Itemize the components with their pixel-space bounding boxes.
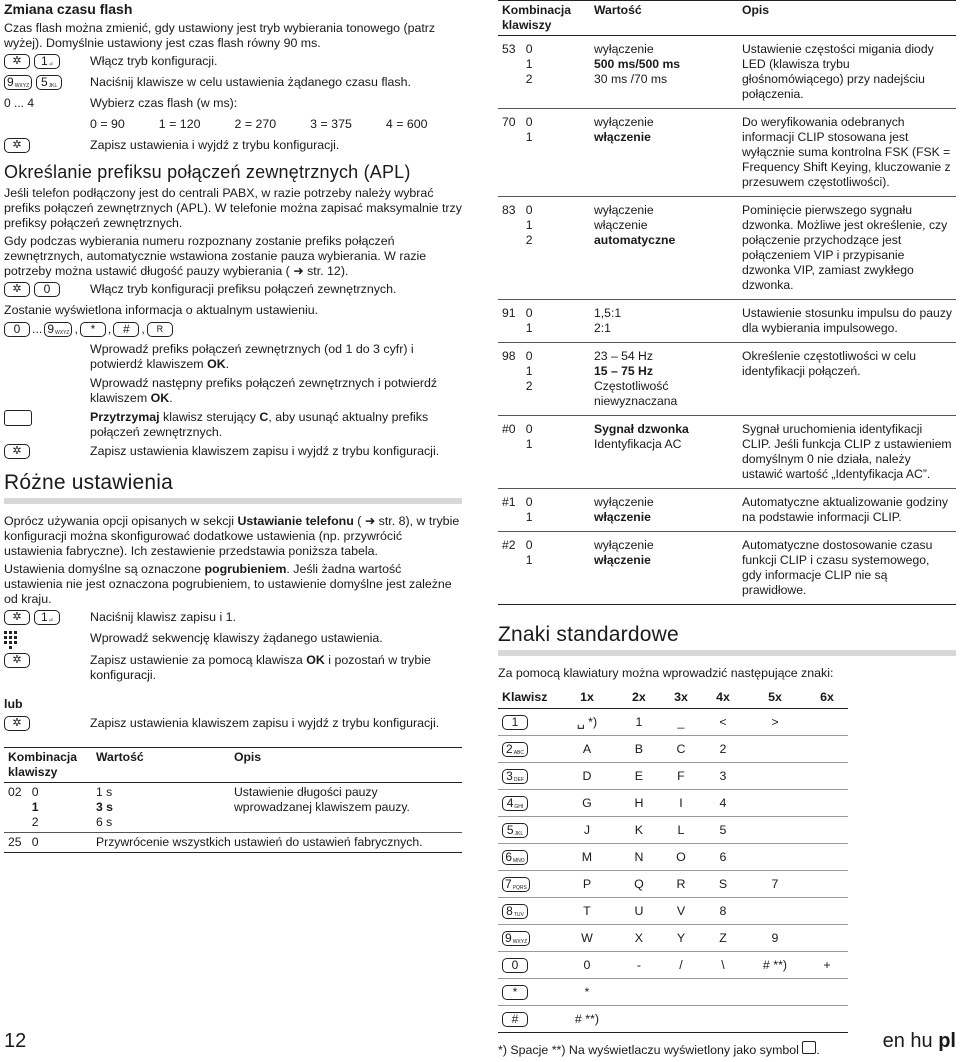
keypad-key: 1 — [502, 715, 528, 730]
chars-row — [498, 844, 848, 871]
display-symbol-icon — [802, 1041, 816, 1054]
col-header: 3x — [660, 687, 702, 709]
apl-step-2b-text: Wprowadź następny prefiks połączeń zewnętrznych i potwierdź klawiszem — [90, 376, 438, 405]
chars-row — [498, 763, 848, 790]
char-cell: E — [618, 763, 660, 790]
divider — [4, 498, 462, 504]
char-cell: 2 — [702, 736, 744, 763]
flash-value: 2 = 270 — [234, 117, 277, 131]
char-cell — [618, 1006, 660, 1033]
col-header: 2x — [618, 687, 660, 709]
keypad-key: 8 TUV — [502, 904, 528, 919]
misc-step-2 — [4, 631, 462, 649]
flash-heading: Zmiana czasu flash — [4, 1, 133, 17]
char-cell: J — [556, 817, 618, 844]
char-cell — [702, 979, 744, 1006]
char-cell: < — [702, 709, 744, 736]
misc-paragraph-2: Ustawienia domyślne są oznaczone pogrubieniem. Jeśli żadna wartość ustawienia nie jest oznaczona pogrubieniem, to ustawienie domyślne jest zależne od kraju. — [4, 562, 452, 606]
chars-row — [498, 925, 848, 952]
flash-value: 1 = 120 — [158, 117, 201, 131]
misc-step-3-end: i pozostań w trybie konfiguracji. — [90, 653, 431, 682]
col-header: 1x — [556, 687, 618, 709]
flash-value: 0 = 90 — [90, 117, 125, 131]
char-cell: P — [556, 871, 618, 898]
key-9: 9 WXYZ — [44, 322, 72, 337]
key-r: R — [147, 322, 173, 337]
char-cell — [806, 925, 848, 952]
char-cell — [618, 979, 660, 1006]
save-key-icon: ✲ — [4, 653, 30, 668]
keypad-key: * — [502, 985, 528, 1000]
char-cell: 4 — [702, 790, 744, 817]
char-cell: # **) — [556, 1006, 618, 1033]
col-header: Opis — [738, 1, 956, 36]
char-cell: + — [806, 952, 848, 979]
char-cell: * — [556, 979, 618, 1006]
save-key-icon: ✲ — [4, 610, 30, 625]
char-cell: / — [660, 952, 702, 979]
range-dots: ... — [32, 322, 43, 336]
char-cell — [744, 898, 806, 925]
flash-value: 4 = 600 — [385, 117, 428, 131]
char-cell: U — [618, 898, 660, 925]
col-header: Wartość — [92, 748, 230, 783]
flash-value: 3 = 375 — [310, 117, 352, 131]
keypad-key: 6 MNO — [502, 850, 528, 865]
chars-row — [498, 979, 848, 1006]
table-row: 98 0 1 2 23 – 54 Hz 15 – 75 Hz Częstotliwość niewyznaczana Określenie częstotliwości w celu identyfikacji połączeń. — [498, 343, 956, 416]
save-key-icon: ✲ — [4, 444, 30, 459]
save-key-icon: ✲ — [4, 138, 30, 153]
char-cell: V — [660, 898, 702, 925]
table-row: 02 0 1 2 1 s 3 s 6 s Ustawienie długości pauzy wprowadzanej klawiszem pauzy. — [8, 785, 410, 829]
chars-row — [498, 709, 848, 736]
table-row: 70 0 1 wyłączenie włączenie Do weryfikowania odebranych informacji CLIP stosowana jest wyłącznie suma kontrolna FSK (FSK = Frequency Shift Keying, kluczowanie z przesuwem częstotliwości). — [498, 109, 956, 197]
keypad-key: 2 ABC — [502, 742, 528, 757]
separator: , — [74, 322, 78, 336]
char-cell: G — [556, 790, 618, 817]
settings-table — [498, 0, 956, 605]
char-cell: S — [702, 871, 744, 898]
table-row: 25 0 Przywrócenie wszystkich ustawień do ustawień fabrycznych. — [4, 833, 462, 853]
misc-paragraph-1: Oprócz używania opcji opisanych w sekcji Ustawianie telefonu ( ➜ str. 8), w trybie konfiguracji można skonfigurować dodatkowe ustawienia (np. przywrócić ustawienia fabryczne). Ich zestawienie przedstawia poniższa tabela. — [4, 514, 460, 558]
char-cell: 9 — [744, 925, 806, 952]
char-cell — [744, 817, 806, 844]
table-row: #2 0 1 wyłączenie włączenie Automatyczne dostosowanie czasu funkcji CLIP i czasu systemowego, gdy informacje CLIP nie są prawidłowe. — [498, 532, 956, 605]
char-cell — [744, 979, 806, 1006]
char-cell — [806, 790, 848, 817]
key-9: 9 WXYZ — [4, 75, 32, 90]
char-cell: B — [618, 736, 660, 763]
apl-info: Zostanie wyświetlona informacja o aktualnym ustawieniu. — [4, 303, 319, 317]
char-cell: R — [660, 871, 702, 898]
table-row: #1 0 1 wyłączenie włączenie Automatyczne aktualizowanie godziny na podstawie informacji CLIP. — [498, 489, 956, 532]
char-cell: W — [556, 925, 618, 952]
chars-row — [498, 871, 848, 898]
flash-step-3-keys: 0 ... 4 — [4, 96, 35, 110]
key-1: 1 ⏎ — [34, 610, 60, 625]
char-cell — [744, 736, 806, 763]
char-cell: K — [618, 817, 660, 844]
col-header: 4x — [702, 687, 744, 709]
chars-row — [498, 817, 848, 844]
language-list: en hu — [882, 1030, 933, 1052]
misc-step-1 — [4, 610, 462, 627]
apl-keys-line — [4, 321, 462, 338]
misc-heading: Różne ustawienia — [4, 471, 173, 494]
flash-step-1-text: Włącz tryb konfiguracji. — [90, 54, 218, 68]
table-row: 53 0 1 2 wyłączenie 500 ms/500 ms 30 ms /70 ms Ustawienie częstości migania diody LED (klawisza trybu głośnomówiącego) przy nadejściu połączenia. — [502, 42, 934, 101]
chars-row — [498, 898, 848, 925]
flash-values — [4, 117, 462, 132]
chars-row — [498, 736, 848, 763]
save-key-icon: ✲ — [4, 716, 30, 731]
char-cell: H — [618, 790, 660, 817]
char-cell — [806, 871, 848, 898]
apl-step-3-text: klawisz sterujący — [159, 410, 260, 424]
char-cell — [744, 1006, 806, 1033]
apl-step-4-text: Zapisz ustawienia klawiszem zapisu i wyjdź z trybu konfiguracji. — [90, 444, 440, 458]
separator: , — [141, 322, 145, 336]
char-cell: 3 — [702, 763, 744, 790]
footnote: *) Spacje **) Na wyświetlaczu wyświetlony jako symbol . — [498, 1043, 820, 1057]
chars-intro: Za pomocą klawiatury można wprowadzić następujące znaki: — [498, 666, 834, 680]
table-row: #0 0 1 Sygnał dzwonka Identyfikacja AC Sygnał uruchomienia identyfikacji CLIP. Jeśli funkcja CLIP z ustawieniem domyślnym 0 nie działa, należy ustawić wartość „Identyfikacja AC”. — [498, 416, 956, 489]
char-cell — [806, 763, 848, 790]
chars-heading: Znaki standardowe — [498, 623, 679, 646]
col-header: Wartość — [590, 1, 738, 36]
lub-row — [4, 687, 462, 712]
apl-paragraph-2: Gdy podczas wybierania numeru rozpoznany zostanie prefiks połączeń zewnętrznych, automatycznie wstawiona zostanie pauza wybierania. W razie potrzeby można ustawić długość pauzy wybierania ( ➜ str. 12). — [4, 234, 427, 278]
char-cell — [660, 979, 702, 1006]
language-tabs — [882, 1030, 956, 1052]
col-header: Kombinacja klawiszy — [498, 1, 590, 36]
char-cell — [744, 790, 806, 817]
misc-table — [4, 747, 462, 853]
table-row: 83 0 1 2 wyłączenie włączenie automatyczne Pominięcie pierwszego sygnału dzwonka. Możliwe jest określenie, czy połączenie przychodzące jest połączeniem VIP i przypisanie dzwonka VIP, zamiast zwykłego dzwonka. — [498, 197, 956, 300]
char-cell: D — [556, 763, 618, 790]
col-header: Klawisz — [498, 687, 556, 709]
apl-step-3 — [4, 410, 462, 440]
save-key-icon: ✲ — [4, 54, 30, 69]
keypad-key: 3 DEF — [502, 769, 528, 784]
char-cell — [806, 979, 848, 1006]
key-0: 0 — [4, 322, 30, 337]
apl-step-3-end: , aby usunąć aktualny prefiks połączeń zewnętrznych. — [90, 410, 429, 439]
char-cell — [806, 817, 848, 844]
col-header: Kombinacja klawiszy — [4, 748, 92, 783]
col-header: 6x — [806, 687, 848, 709]
chars-row — [498, 790, 848, 817]
key-1: 1 ⏎ — [34, 54, 60, 69]
lub-label: lub — [4, 697, 23, 711]
char-cell: - — [618, 952, 660, 979]
char-cell: Y — [660, 925, 702, 952]
char-cell — [806, 1006, 848, 1033]
char-cell: L — [660, 817, 702, 844]
active-language: pl — [938, 1030, 956, 1052]
misc-step-3 — [4, 653, 462, 683]
flash-step-3 — [4, 96, 462, 113]
misc-step-3-text: Zapisz ustawienie za pomocą klawisza — [90, 653, 307, 667]
flash-step-4-text: Zapisz ustawienia i wyjdź z trybu konfiguracji. — [90, 138, 340, 152]
key-hash: # — [113, 322, 139, 337]
char-cell: F — [660, 763, 702, 790]
char-cell: T — [556, 898, 618, 925]
left-column — [4, 0, 462, 853]
apl-heading: Określanie prefiksu połączeń zewnętrznych (APL) — [4, 162, 411, 182]
keypad-key: 4 GHI — [502, 796, 528, 811]
key-0: 0 — [34, 282, 60, 297]
char-cell — [660, 1006, 702, 1033]
apl-step-2a: Wprowadź prefiks połączeń zewnętrznych (od 1 do 3 cyfr) i potwierdź klawiszem OK. — [90, 342, 414, 371]
char-cell — [806, 844, 848, 871]
misc-step-1-text: Naciśnij klawisz zapisu i 1. — [90, 610, 236, 624]
c-key-label: C — [259, 410, 269, 424]
keypad-key: # — [502, 1012, 528, 1027]
char-cell — [702, 1006, 744, 1033]
char-cell: _ — [660, 709, 702, 736]
char-cell: C — [660, 736, 702, 763]
char-cell: X — [618, 925, 660, 952]
save-key-icon: ✲ — [4, 282, 30, 297]
char-cell: Q — [618, 871, 660, 898]
flash-step-3-text: Wybierz czas flash (w ms): — [90, 96, 238, 110]
col-header: Opis — [230, 748, 462, 783]
apl-step-1-text: Włącz tryb konfiguracji prefiksu połączeń zewnętrznych. — [90, 282, 397, 296]
char-cell: I — [660, 790, 702, 817]
apl-step-2a-text: Wprowadź prefiks połączeń zewnętrznych (od 1 do 3 cyfr) i potwierdź klawiszem — [90, 342, 414, 371]
char-cell: \ — [702, 952, 744, 979]
char-cell: 7 — [744, 871, 806, 898]
char-cell: 6 — [702, 844, 744, 871]
char-cell — [806, 709, 848, 736]
char-cell: # **) — [744, 952, 806, 979]
ok-label: OK — [207, 357, 226, 371]
flash-step-4 — [4, 138, 462, 155]
misc-step-4 — [4, 716, 462, 733]
keypad-icon — [4, 631, 18, 649]
apl-step-4 — [4, 444, 462, 461]
ok-label: OK — [306, 653, 325, 667]
char-cell: ␣ *) — [556, 709, 618, 736]
char-cell: 8 — [702, 898, 744, 925]
char-cell — [806, 736, 848, 763]
char-cell: > — [744, 709, 806, 736]
misc-step-2-text: Wprowadź sekwencję klawiszy żądanego ustawienia. — [90, 631, 383, 645]
flash-step-2 — [4, 75, 462, 92]
key-5: 5 JKL — [36, 75, 62, 90]
chars-row — [498, 1006, 848, 1033]
page-number: 12 — [4, 1030, 27, 1052]
keypad-key: 5 JKL — [502, 823, 528, 838]
char-cell: N — [618, 844, 660, 871]
char-cell: A — [556, 736, 618, 763]
char-cell: O — [660, 844, 702, 871]
misc-step-4-text: Zapisz ustawienia klawiszem zapisu i wyjdź z trybu konfiguracji. — [90, 716, 440, 730]
divider — [498, 650, 956, 656]
chars-table — [498, 687, 848, 1033]
keypad-key: 7 PQRS — [502, 877, 530, 892]
control-key-icon — [4, 410, 32, 426]
table-row: 91 0 1 1,5:1 2:1 Ustawienie stosunku impulsu do pauzy dla wybierania impulsowego. — [498, 300, 956, 343]
separator: , — [107, 322, 112, 336]
char-cell — [744, 844, 806, 871]
char-cell: M — [556, 844, 618, 871]
right-column — [498, 0, 956, 1061]
char-cell: 0 — [556, 952, 618, 979]
apl-step-2b: Wprowadź następny prefiks połączeń zewnętrznych i potwierdź klawiszem OK. — [90, 376, 438, 405]
col-header: 5x — [744, 687, 806, 709]
flash-intro: Czas flash można zmienić, gdy ustawiony jest tryb wybierania tonowego (patrz wyżej). Domyślnie ustawiony jest czas flash równy 90 ms. — [4, 21, 436, 50]
chars-row — [498, 952, 848, 979]
flash-step-2-text: Naciśnij klawisze w celu ustawienia żądanego czasu flash. — [90, 75, 411, 89]
key-star: * — [80, 322, 106, 337]
char-cell — [806, 898, 848, 925]
char-cell — [744, 763, 806, 790]
char-cell: 5 — [702, 817, 744, 844]
char-cell: Z — [702, 925, 744, 952]
flash-step-1 — [4, 54, 462, 71]
apl-paragraph-1: Jeśli telefon podłączony jest do centrali PABX, w razie potrzeby należy wybrać prefiks połączeń zewnętrznych (APL). W telefonie można zapisać maksymalnie trzy prefiksy połączeń zewnętrznych. — [4, 186, 462, 230]
char-cell: 1 — [618, 709, 660, 736]
hold-label: Przytrzymaj — [90, 410, 160, 424]
keypad-key: 9 WXYZ — [502, 931, 530, 946]
ok-label: OK — [150, 391, 170, 405]
keypad-key: 0 — [502, 958, 528, 973]
apl-step-1 — [4, 282, 462, 299]
